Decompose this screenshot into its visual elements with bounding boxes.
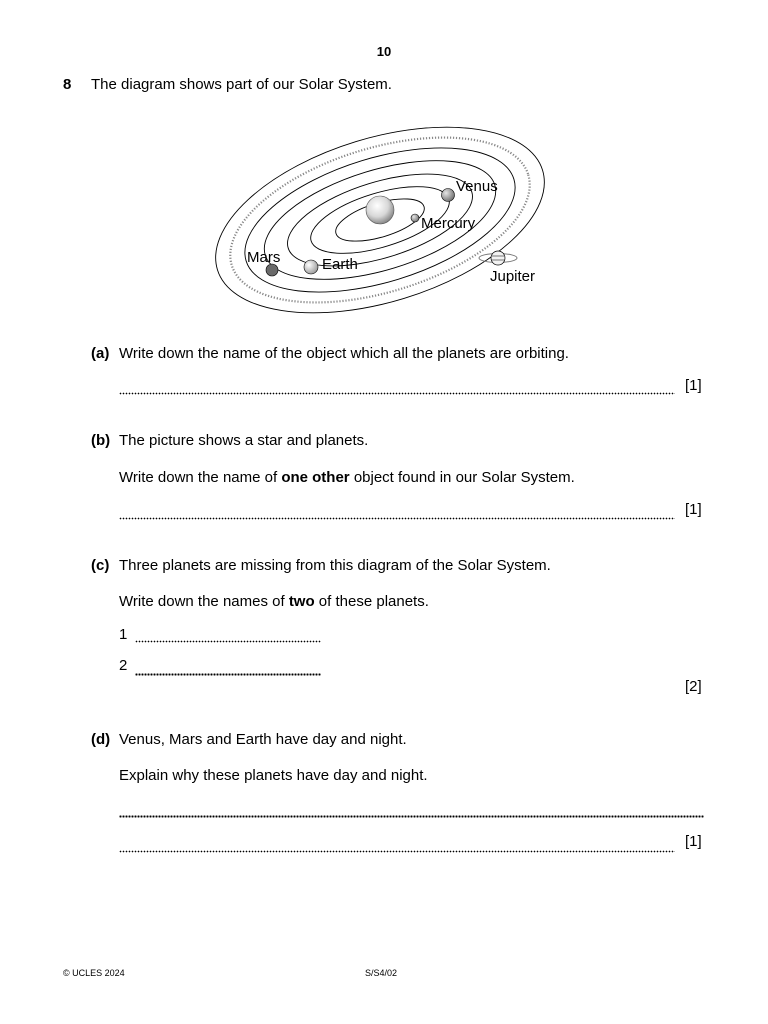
part-d-text-2: Explain why these planets have day and night. bbox=[119, 767, 428, 784]
answer-line-a[interactable] bbox=[119, 392, 675, 395]
mark-d: [1] bbox=[685, 833, 702, 850]
label-jupiter: Jupiter bbox=[490, 268, 536, 285]
planet-mercury bbox=[411, 214, 419, 222]
page-number: 10 bbox=[376, 44, 392, 59]
part-b-text-1: The picture shows a star and planets. bbox=[119, 432, 369, 449]
mark-c: [2] bbox=[685, 678, 702, 695]
sun bbox=[366, 196, 394, 224]
answer-line-d-2[interactable] bbox=[119, 850, 675, 853]
answer-line-c-1[interactable] bbox=[135, 640, 321, 643]
part-c-text-1: Three planets are missing from this diagram of the Solar System. bbox=[119, 557, 551, 574]
part-c-label: (c) bbox=[91, 557, 110, 574]
part-c-item-2-number: 2 bbox=[119, 657, 128, 674]
planet-venus bbox=[442, 189, 455, 202]
label-earth: Earth bbox=[322, 256, 358, 273]
part-c-item-1-number: 1 bbox=[119, 626, 128, 643]
mark-b: [1] bbox=[685, 501, 702, 518]
part-b-label: (b) bbox=[91, 432, 111, 449]
footer-copyright: © UCLES 2024 bbox=[63, 968, 125, 978]
label-venus: Venus bbox=[456, 178, 498, 195]
part-b-text-2: Write down the name of one other object found in our Solar System. bbox=[119, 469, 575, 486]
answer-line-d-1[interactable] bbox=[119, 815, 704, 818]
part-a-label: (a) bbox=[91, 345, 110, 362]
mark-a: [1] bbox=[685, 377, 702, 394]
question-number: 8 bbox=[63, 76, 72, 93]
part-a-text: Write down the name of the object which all the planets are orbiting. bbox=[119, 345, 569, 362]
question-stem: The diagram shows part of our Solar System. bbox=[91, 76, 392, 93]
answer-line-b[interactable] bbox=[119, 517, 675, 520]
solar-system-diagram bbox=[210, 102, 570, 338]
planet-earth bbox=[304, 260, 318, 274]
label-mars: Mars bbox=[247, 249, 281, 266]
planet-jupiter bbox=[479, 251, 517, 265]
part-d-label: (d) bbox=[91, 731, 111, 748]
part-d-text-1: Venus, Mars and Earth have day and night. bbox=[119, 731, 407, 748]
answer-line-c-2[interactable] bbox=[135, 673, 321, 676]
footer-code: S/S4/02 bbox=[365, 968, 398, 978]
part-c-text-2: Write down the names of two of these planets. bbox=[119, 593, 429, 610]
label-mercury: Mercury bbox=[421, 215, 476, 232]
